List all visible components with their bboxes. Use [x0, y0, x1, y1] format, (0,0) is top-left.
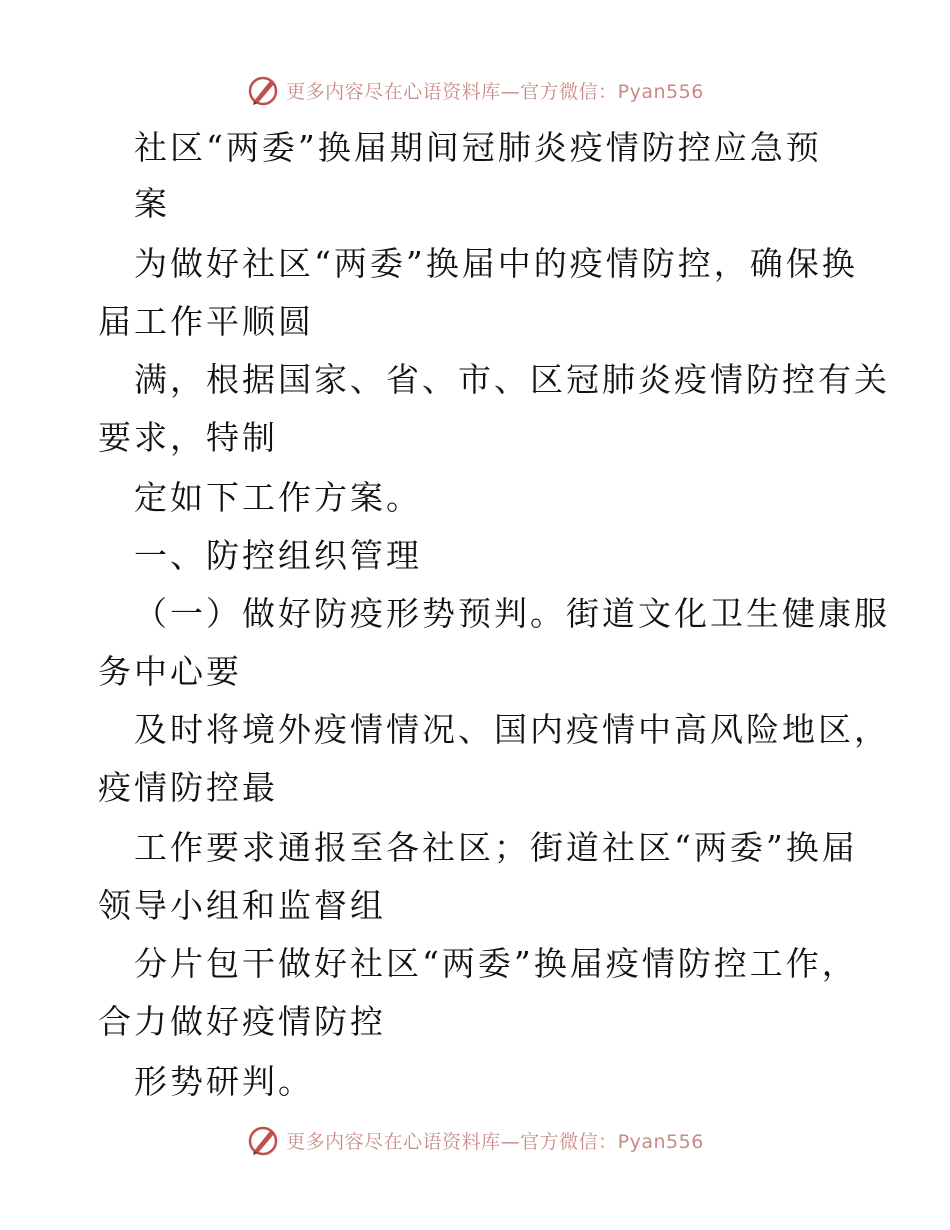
paragraph-line: 届工作平顺圆 — [98, 302, 314, 341]
paragraph-line: 形势研判。 — [134, 1062, 314, 1101]
watermark-text: 更多内容尽在心语资料库—官方微信：Pyan556 — [286, 80, 704, 103]
pen-in-circle-icon — [246, 1123, 280, 1157]
paragraph-line: 定如下工作方案。 — [134, 478, 422, 517]
section-heading: 一、防控组织管理 — [134, 536, 422, 575]
paragraph-line: 疫情防控最 — [98, 768, 278, 807]
paragraph-line: （一）做好防疫形势预判。街道文化卫生健康服 — [134, 594, 890, 633]
paragraph-line: 务中心要 — [98, 652, 242, 691]
paragraph-line: 要求，特制 — [98, 418, 278, 457]
paragraph-line: 分片包干做好社区“两委”换届疫情防控工作， — [134, 944, 858, 983]
paragraph-line: 满，根据国家、省、市、区冠肺炎疫情防控有关 — [134, 360, 890, 399]
pen-in-circle-icon — [246, 73, 280, 107]
header-watermark — [0, 72, 950, 108]
paragraph-line: 合力做好疫情防控 — [98, 1002, 386, 1041]
watermark-text: 更多内容尽在心语资料库—官方微信：Pyan556 — [286, 1130, 704, 1153]
paragraph-line: 及时将境外疫情情况、国内疫情中高风险地区， — [134, 710, 890, 749]
paragraph-line: 工作要求通报至各社区；街道社区“两委”换届 — [134, 828, 858, 867]
footer-watermark — [0, 1122, 950, 1158]
title-line-2: 案 — [134, 184, 170, 223]
paragraph-line: 领导小组和监督组 — [98, 886, 386, 925]
paragraph-line: 为做好社区“两委”换届中的疫情防控，确保换 — [134, 244, 858, 283]
title-line-1: 社区“两委”换届期间冠肺炎疫情防控应急预 — [134, 128, 822, 167]
